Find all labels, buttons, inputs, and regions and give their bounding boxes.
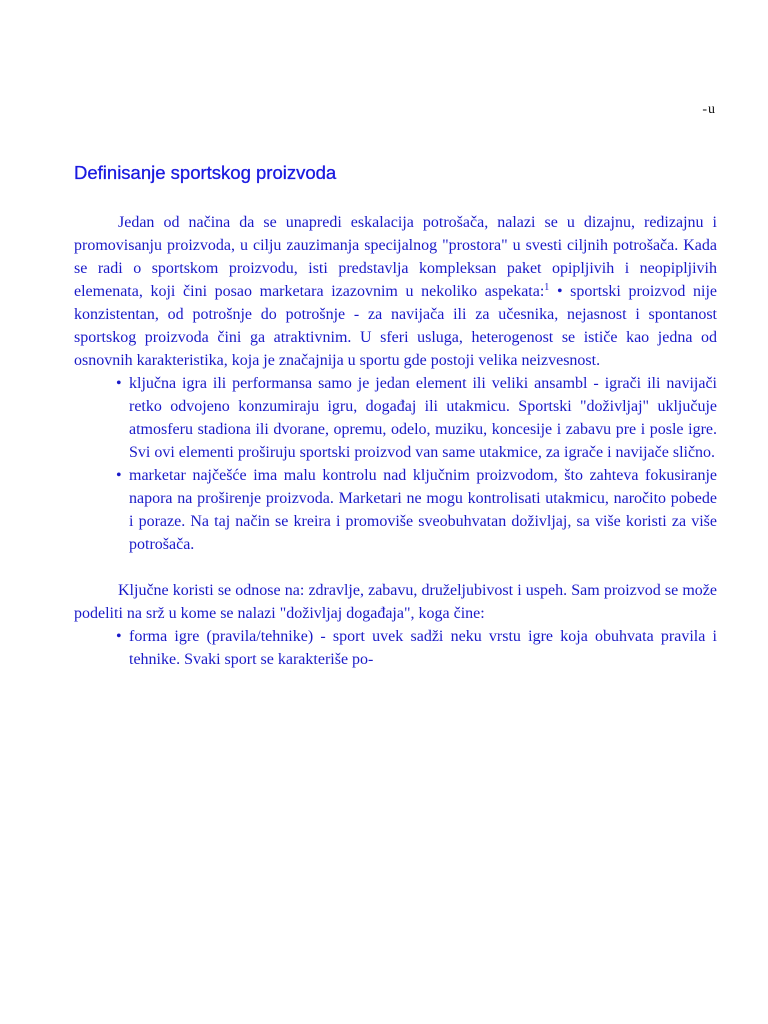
- list-item-text: marketar najčešće ima malu kontrolu nad ključnim proizvodom, što zahteva fokusiranje napora na proširenje proizvoda. Marketari ne mogu kontrolisati utakmicu, naročito pobede i poraze. Na taj način se kreira i promoviše sveobuhvatan doživljaj, sa više koristi za više potrošača.: [129, 467, 717, 553]
- section-heading: Definisanje sportskog proizvoda: [74, 162, 337, 183]
- bullet-icon: •: [116, 375, 122, 392]
- list-item: [74, 464, 717, 556]
- page-marker: -u: [702, 102, 716, 117]
- list-item: [74, 625, 717, 671]
- bullet-icon: •: [116, 467, 122, 484]
- footnote-reference[interactable]: 1: [544, 282, 550, 293]
- paragraph-intro: [74, 211, 717, 372]
- bullet-list-1: [74, 372, 717, 556]
- bullet-list-2: [74, 625, 717, 671]
- document-body: [74, 211, 717, 671]
- list-item: [74, 372, 717, 464]
- list-item-text: forma igre (pravila/tehnike) - sport uvek sadži neku vrstu igre koja obuhvata pravila i tehnike. Svaki sport se karakteriše po-: [129, 628, 717, 668]
- paragraph-key-benefits: Ključne koristi se odnose na: zdravlje, zabavu, druželjubivost i uspeh. Sam proizvod se može podeliti na srž u kome se nalazi "doživljaj događaja", koga čine:: [74, 582, 717, 622]
- paragraph-intro-text: Jedan od načina da se unapredi eskalacija potrošača, nalazi se u dizajnu, redizajnu i promovisanju proizvoda, u cilju zauzimanja specijalnog "prostora" u svesti ciljnih potrošača. Kada se radi o sportskom proizvodu, isti predstavlja kompleksan paket opipljivih i neopipljivih elemenata, koji čini posao marketara izazovnim u nekoliko aspekata:: [74, 214, 717, 300]
- list-item-text: ključna igra ili performansa samo je jedan element ili veliki ansambl - igrači ili navijači retko odvojeno konzumiraju igru, događaj ili utakmicu. Sportski "doživljaj" uključuje atmosferu stadiona ili dvorane, opremu, odelo, muziku, koncesije i zabavu pre i posle igre. Svi ovi elementi proširuju sportski proizvod van same utakmice, za igrače i navijače slično.: [129, 375, 717, 461]
- paragraph-intro-continued: • sportski proizvod nije konzistentan, od potrošnje do potrošnje - za navijača ili za učesnika, nejasnost i spontanost sportskog proizvoda čini ga atraktivnim. U sferi usluga, heterogenost se ističe kao jedna od osnovnih karakteristika, koja je značajnija u sportu gde postoji velika neizvesnost.: [74, 283, 717, 369]
- bullet-icon: •: [116, 628, 122, 645]
